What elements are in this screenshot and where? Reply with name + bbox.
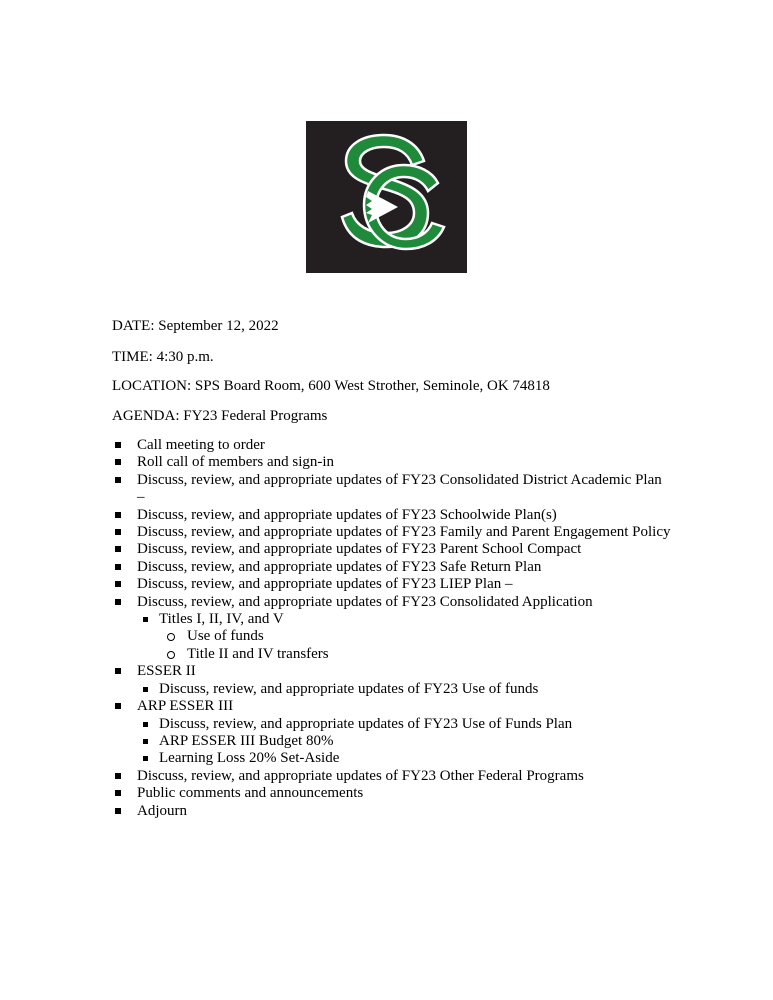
meeting-time: TIME: 4:30 p.m. [112, 349, 214, 365]
school-logo [306, 121, 467, 273]
meeting-location: LOCATION: SPS Board Room, 600 West Strother, Seminole, OK 74818 [112, 378, 550, 394]
agenda-item: Roll call of members and sign-in [112, 454, 672, 471]
meeting-date: DATE: September 12, 2022 [112, 318, 279, 334]
agenda-item: Discuss, review, and appropriate updates of FY23 Safe Return Plan [112, 559, 672, 576]
agenda-item: Title II and IV transfers [112, 646, 672, 663]
agenda-item: Discuss, review, and appropriate updates of FY23 Use of Funds Plan [112, 716, 672, 733]
arrowhead-icon [366, 191, 398, 223]
agenda-item: Learning Loss 20% Set-Aside [112, 750, 672, 767]
agenda-item: Discuss, review, and appropriate updates of FY23 Use of funds [112, 681, 672, 698]
agenda-item: Discuss, review, and appropriate updates of FY23 Consolidated Application [112, 594, 672, 611]
agenda-item: Discuss, review, and appropriate updates of FY23 Consolidated District Academic Plan – [112, 472, 672, 507]
agenda-item: Public comments and announcements [112, 785, 672, 802]
agenda-item: Discuss, review, and appropriate updates of FY23 Schoolwide Plan(s) [112, 507, 672, 524]
agenda-item: ESSER II [112, 663, 672, 680]
agenda-item: Discuss, review, and appropriate updates of FY23 Parent School Compact [112, 541, 672, 558]
agenda-item: Titles I, II, IV, and V [112, 611, 672, 628]
agenda-item: Discuss, review, and appropriate updates of FY23 Other Federal Programs [112, 768, 672, 785]
agenda-item: Discuss, review, and appropriate updates of FY23 Family and Parent Engagement Policy [112, 524, 672, 541]
agenda-list [112, 437, 672, 820]
meeting-agenda-title: AGENDA: FY23 Federal Programs [112, 408, 328, 424]
agenda-item: Adjourn [112, 803, 672, 820]
agenda-item: Discuss, review, and appropriate updates of FY23 LIEP Plan – [112, 576, 672, 593]
agenda-item: Use of funds [112, 628, 672, 645]
agenda-item: ARP ESSER III [112, 698, 672, 715]
agenda-item: Call meeting to order [112, 437, 672, 454]
agenda-item: ARP ESSER III Budget 80% [112, 733, 672, 750]
